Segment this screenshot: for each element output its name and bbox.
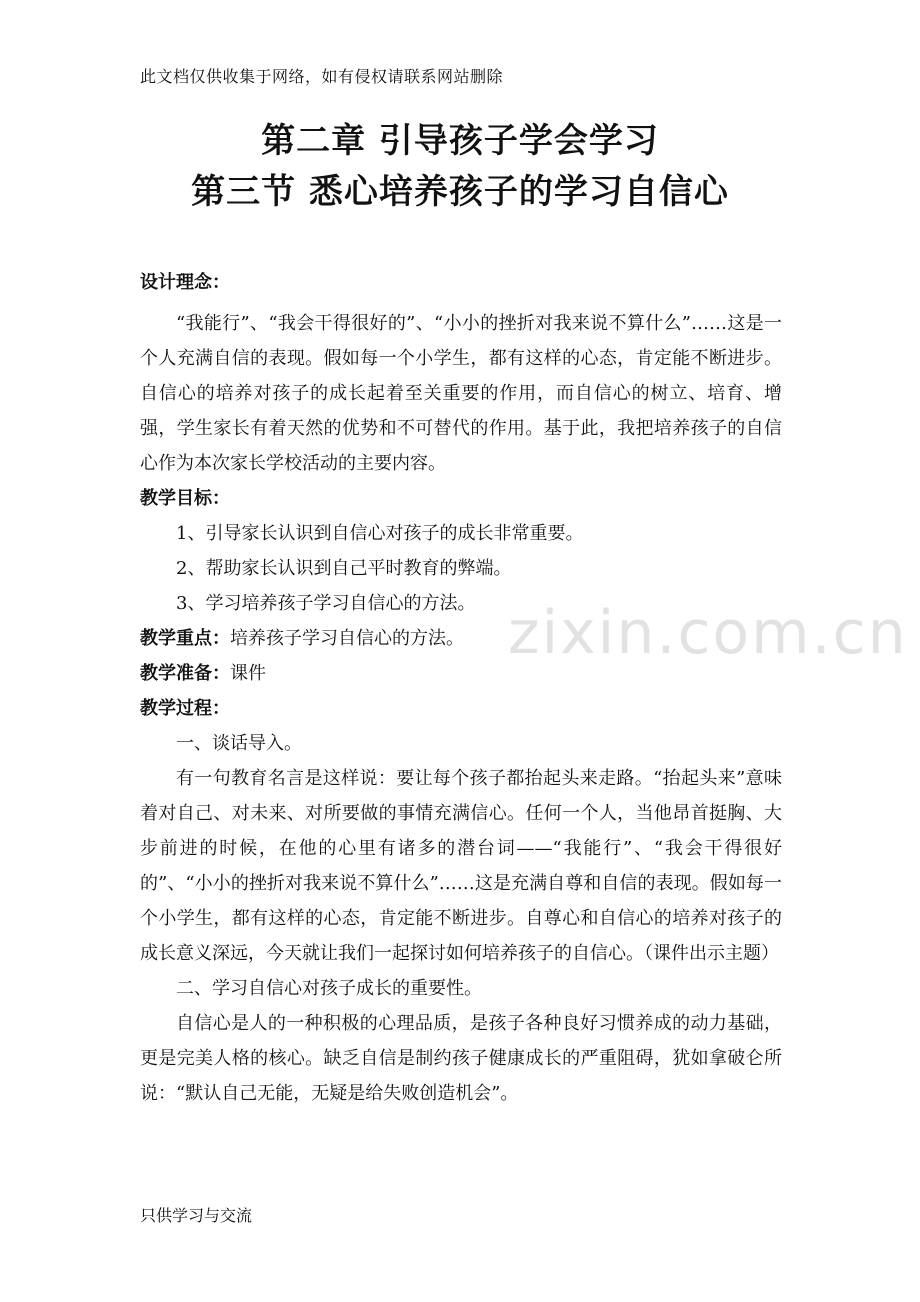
section-title: 第三节 悉心培养孩子的学习自信心 (191, 172, 729, 212)
objective-item: 3、学习培养孩子学习自信心的方法。 (176, 593, 476, 614)
objective-item: 2、帮助家长认识到自己平时教育的弊端。 (176, 558, 512, 579)
design-heading: 设计理念： (140, 272, 230, 293)
key-point-value: 培养孩子学习自信心的方法。 (230, 628, 464, 649)
watermark: zixin.com.cn (508, 598, 908, 668)
header-disclaimer: 此文档仅供收集于网络，如有侵权请联系网站删除 (140, 67, 504, 86)
step2-paragraph: 自信心是人的一种积极的心理品质，是孩子各种良好习惯养成的动力基础，更是完美人格的核心。缺乏自信是制约孩子健康成长的严重阻碍，犹如拿破仑所说：“默认自己无能，无疑是给失败创造机会”。 (140, 1013, 782, 1104)
step1-paragraph: 有一句教育名言是这样说：要让每个孩子都抬起头来走路。“抬起头来”意味着对自己、对未来、对所要做的事情充满信心。任何一个人，当他昂首挺胸、大步前进的时候，在他的心里有诸多的潜台词——“我能行”、“我会干得很好的”、“小小的挫折对我来说不算什么”……这是充满自尊和自信的表现。假如每一个小学生，都有这样的心态，肯定能不断进步。自尊心和自信心的培养对孩子的成长意义深远，今天就让我们一起探讨如何培养孩子的自信心。（课件出示主题） (140, 768, 782, 964)
step1-title: 一、谈话导入。 (176, 733, 302, 754)
design-paragraph: “我能行”、“我会干得很好的”、“小小的挫折对我来说不算什么”……这是一个人充满自信的表现。假如每一个小学生，都有这样的心态，肯定能不断进步。自信心的培养对孩子的成长起着至关重要的作用，而自信心的树立、培育、增强，学生家长有着天然的优势和不可替代的作用。基于此，我把培养孩子的自信心作为本次家长学校活动的主要内容。 (140, 313, 782, 474)
document-body (140, 306, 782, 1111)
step2-title: 二、学习自信心对孩子成长的重要性。 (176, 978, 482, 999)
footer-note: 只供学习与交流 (140, 1206, 253, 1225)
process-heading: 教学过程： (140, 698, 230, 719)
prep-label: 教学准备： (140, 663, 230, 684)
objectives-heading: 教学目标： (140, 488, 230, 509)
chapter-title: 第二章 引导孩子学会学习 (261, 121, 659, 161)
prep-value: 课件 (230, 663, 266, 684)
objective-item: 1、引导家长认识到自信心对孩子的成长非常重要。 (176, 523, 584, 544)
key-point-label: 教学重点： (140, 628, 230, 649)
